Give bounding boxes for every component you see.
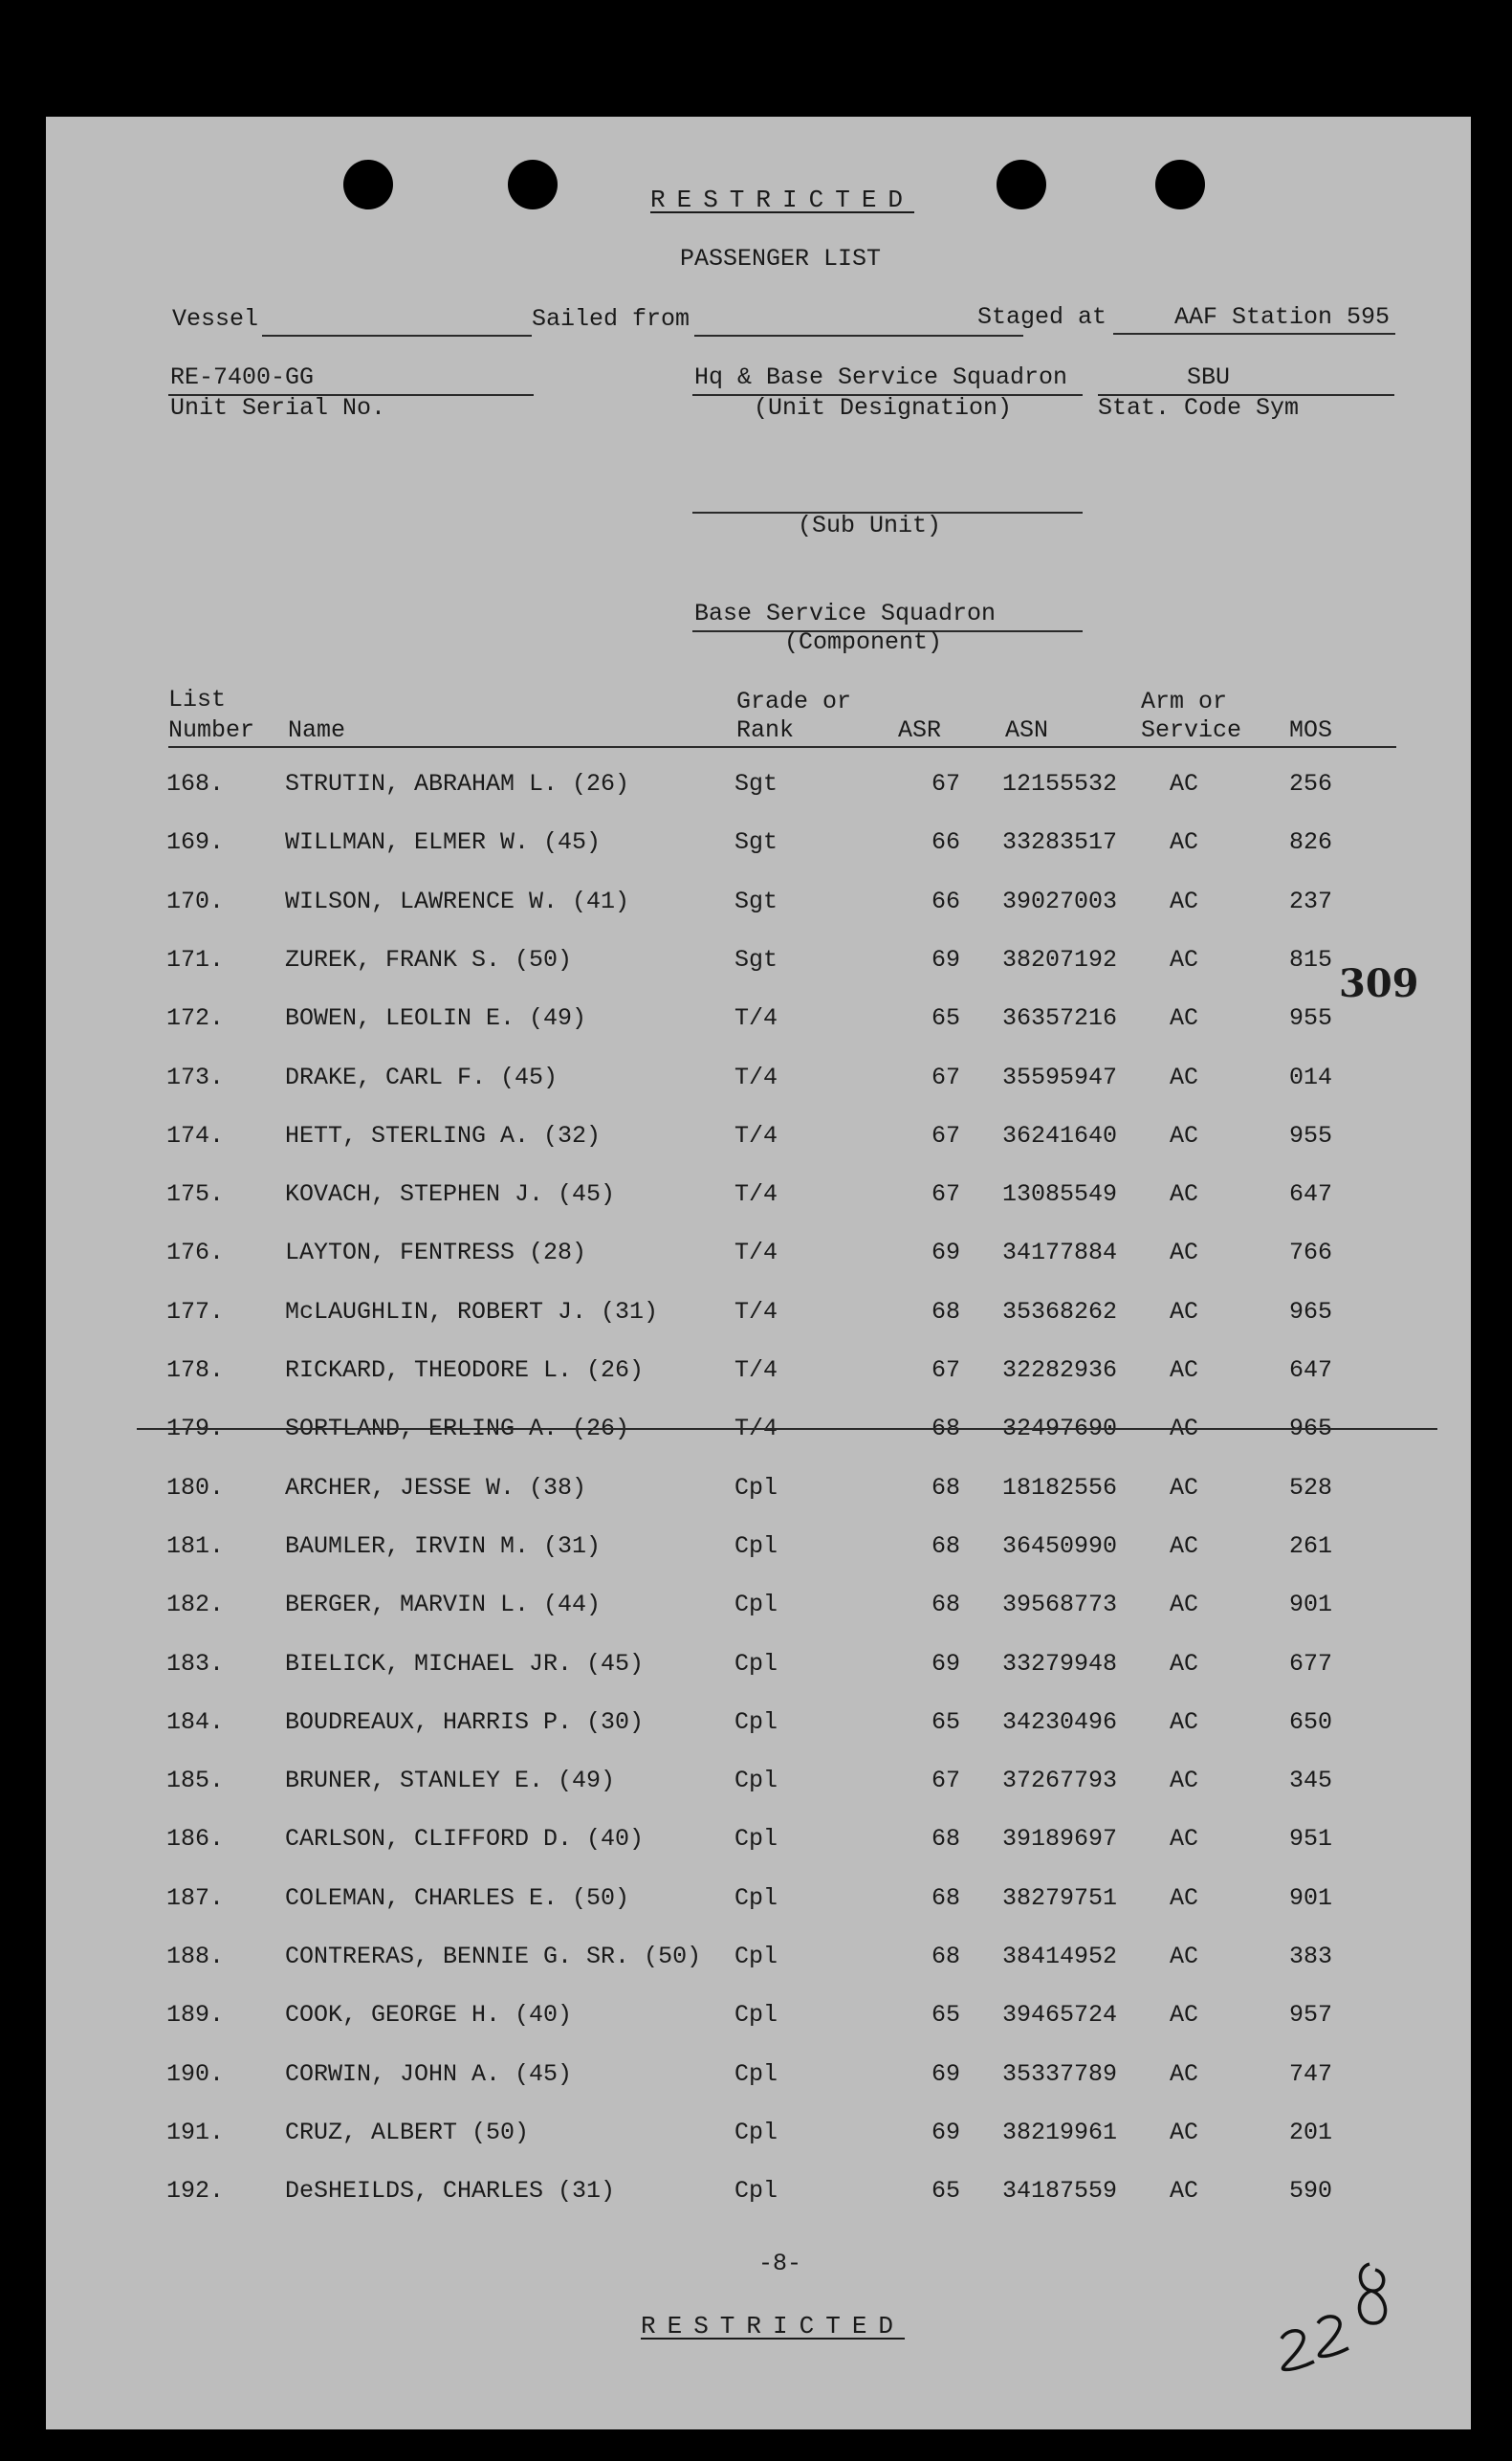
mos-cell: 256 (1289, 770, 1333, 798)
name-cell: WILSON, LAWRENCE W. (41) (285, 888, 630, 915)
grade-cell: T/4 (734, 1298, 778, 1326)
col-arm-1: Arm or (1141, 688, 1228, 715)
list-number-cell: 176. (166, 1239, 225, 1266)
mos-cell: 647 (1289, 1180, 1333, 1208)
asn-cell: 37267793 (1002, 1767, 1118, 1794)
asn-cell: 39465724 (1002, 2001, 1118, 2029)
list-number-cell: 188. (166, 1943, 225, 1970)
asn-cell: 32497690 (1002, 1415, 1118, 1442)
mos-cell: 345 (1289, 1767, 1333, 1794)
arm-cell: AC (1170, 1767, 1199, 1794)
asn-cell: 35595947 (1002, 1064, 1118, 1091)
table-row (46, 1767, 1471, 1805)
grade-cell: Cpl (734, 1767, 778, 1794)
list-number-cell: 190. (166, 2060, 225, 2088)
mos-cell: 590 (1289, 2177, 1333, 2205)
list-number-cell: 177. (166, 1298, 225, 1326)
asr-cell: 65 (931, 2177, 960, 2205)
mos-cell: 677 (1289, 1650, 1333, 1678)
arm-cell: AC (1170, 1356, 1199, 1384)
name-cell: BAUMLER, IRVIN M. (31) (285, 1532, 602, 1560)
grade-cell: Cpl (734, 1708, 778, 1736)
list-number-cell: 170. (166, 888, 225, 915)
mos-cell: 965 (1289, 1298, 1333, 1326)
col-list-number-1: List (168, 686, 227, 714)
asr-cell: 65 (931, 1004, 960, 1032)
mos-cell: 647 (1289, 1356, 1333, 1384)
arm-cell: AC (1170, 1298, 1199, 1326)
asr-cell: 68 (931, 1298, 960, 1326)
arm-cell: AC (1170, 1591, 1199, 1618)
list-number-cell: 173. (166, 1064, 225, 1091)
asn-cell: 38219961 (1002, 2119, 1118, 2146)
punch-hole (997, 160, 1046, 209)
table-row (46, 1591, 1471, 1629)
table-row (46, 2177, 1471, 2215)
arm-cell: AC (1170, 1239, 1199, 1266)
strikethrough-line (137, 1428, 1437, 1430)
asr-cell: 68 (931, 1943, 960, 1970)
grade-cell: T/4 (734, 1004, 778, 1032)
handwriting-icon (1270, 2235, 1404, 2379)
vessel-blank (262, 335, 532, 337)
table-row (46, 1122, 1471, 1160)
grade-cell: Cpl (734, 1825, 778, 1853)
name-cell: LAYTON, FENTRESS (28) (285, 1239, 587, 1266)
page-number: -8- (758, 2250, 802, 2277)
arm-cell: AC (1170, 2060, 1199, 2088)
arm-cell: AC (1170, 1004, 1199, 1032)
asn-cell: 36357216 (1002, 1004, 1118, 1032)
arm-cell: AC (1170, 1650, 1199, 1678)
col-name: Name (288, 716, 346, 744)
sailed-from-blank (694, 335, 1023, 337)
asr-cell: 65 (931, 2001, 960, 2029)
table-row (46, 1708, 1471, 1747)
col-asr: ASR (898, 716, 942, 744)
col-mos: MOS (1289, 716, 1333, 744)
table-row (46, 2060, 1471, 2098)
staged-at-value: AAF Station 595 (1174, 303, 1391, 331)
col-list-number-2: Number (168, 716, 255, 744)
mos-cell: 957 (1289, 2001, 1333, 2029)
arm-cell: AC (1170, 1122, 1199, 1150)
table-row (46, 1474, 1471, 1512)
name-cell: COLEMAN, CHARLES E. (50) (285, 1884, 630, 1912)
asr-cell: 68 (931, 1884, 960, 1912)
arm-cell: AC (1170, 1180, 1199, 1208)
list-number-cell: 192. (166, 2177, 225, 2205)
name-cell: ZUREK, FRANK S. (50) (285, 946, 573, 974)
mos-cell: 650 (1289, 1708, 1333, 1736)
grade-cell: Cpl (734, 2119, 778, 2146)
stat-code-label: Stat. Code Sym (1098, 394, 1300, 422)
mos-cell: 965 (1289, 1415, 1333, 1442)
mos-cell: 901 (1289, 1884, 1333, 1912)
name-cell: BOWEN, LEOLIN E. (49) (285, 1004, 587, 1032)
asr-cell: 67 (931, 1064, 960, 1091)
mos-cell: 014 (1289, 1064, 1333, 1091)
grade-cell: T/4 (734, 1122, 778, 1150)
table-row (46, 1532, 1471, 1571)
grade-cell: Sgt (734, 946, 778, 974)
asr-cell: 66 (931, 888, 960, 915)
name-cell: ARCHER, JESSE W. (38) (285, 1474, 587, 1502)
asr-cell: 65 (931, 1708, 960, 1736)
grade-cell: T/4 (734, 1239, 778, 1266)
restricted-header: RESTRICTED (650, 186, 915, 214)
list-number-cell: 171. (166, 946, 225, 974)
arm-cell: AC (1170, 1708, 1199, 1736)
name-cell: CONTRERAS, BENNIE G. SR. (50) (285, 1943, 702, 1970)
name-cell: COOK, GEORGE H. (40) (285, 2001, 573, 2029)
punch-hole (508, 160, 558, 209)
list-number-cell: 174. (166, 1122, 225, 1150)
list-number-cell: 169. (166, 828, 225, 856)
list-number-cell: 168. (166, 770, 225, 798)
list-number-cell: 172. (166, 1004, 225, 1032)
list-number-cell: 186. (166, 1825, 225, 1853)
mos-cell: 955 (1289, 1004, 1333, 1032)
name-cell: DeSHEILDS, CHARLES (31) (285, 2177, 616, 2205)
col-asn: ASN (1005, 716, 1049, 744)
asn-cell: 38279751 (1002, 1884, 1118, 1912)
name-cell: McLAUGHLIN, ROBERT J. (31) (285, 1298, 659, 1326)
mos-cell: 955 (1289, 1122, 1333, 1150)
sailed-from-label: Sailed from (532, 305, 690, 333)
name-cell: HETT, STERLING A. (32) (285, 1122, 602, 1150)
arm-cell: AC (1170, 2177, 1199, 2205)
vessel-label: Vessel (172, 305, 259, 333)
table-row (46, 1650, 1471, 1688)
asn-cell: 32282936 (1002, 1356, 1118, 1384)
list-number-cell: 182. (166, 1591, 225, 1618)
arm-cell: AC (1170, 828, 1199, 856)
table-row (46, 1825, 1471, 1863)
table-row (46, 828, 1471, 867)
stamp-number: 309 (1339, 961, 1419, 1006)
list-number-cell: 181. (166, 1532, 225, 1560)
asr-cell: 69 (931, 2060, 960, 2088)
asr-cell: 68 (931, 1532, 960, 1560)
grade-cell: Cpl (734, 2177, 778, 2205)
asr-cell: 67 (931, 1122, 960, 1150)
arm-cell: AC (1170, 1474, 1199, 1502)
mos-cell: 826 (1289, 828, 1333, 856)
table-row (46, 946, 1471, 984)
arm-cell: AC (1170, 888, 1199, 915)
asr-cell: 69 (931, 1239, 960, 1266)
document-page (46, 117, 1471, 2429)
list-number-cell: 187. (166, 1884, 225, 1912)
mos-cell: 201 (1289, 2119, 1333, 2146)
table-row (46, 1356, 1471, 1395)
mos-cell: 747 (1289, 2060, 1333, 2088)
asn-cell: 38207192 (1002, 946, 1118, 974)
grade-cell: T/4 (734, 1415, 778, 1442)
asr-cell: 67 (931, 1767, 960, 1794)
punch-hole (343, 160, 393, 209)
asr-cell: 68 (931, 1415, 960, 1442)
mos-cell: 766 (1289, 1239, 1333, 1266)
asr-cell: 69 (931, 1650, 960, 1678)
asn-cell: 18182556 (1002, 1474, 1118, 1502)
arm-cell: AC (1170, 1415, 1199, 1442)
arm-cell: AC (1170, 946, 1199, 974)
table-row (46, 888, 1471, 926)
table-row (46, 1239, 1471, 1277)
asn-cell: 13085549 (1002, 1180, 1118, 1208)
mos-cell: 237 (1289, 888, 1333, 915)
name-cell: SORTLAND, ERLING A. (26) (285, 1415, 630, 1442)
handwritten-page-number (1270, 2235, 1404, 2379)
name-cell: CRUZ, ALBERT (50) (285, 2119, 530, 2146)
arm-cell: AC (1170, 2119, 1199, 2146)
asr-cell: 67 (931, 1180, 960, 1208)
asr-cell: 66 (931, 828, 960, 856)
asr-cell: 68 (931, 1591, 960, 1618)
list-number-cell: 178. (166, 1356, 225, 1384)
restricted-footer: RESTRICTED (641, 2312, 906, 2340)
arm-cell: AC (1170, 1943, 1199, 1970)
mos-cell: 951 (1289, 1825, 1333, 1853)
staged-at-label: Staged at (977, 303, 1107, 331)
table-row (46, 770, 1471, 808)
list-number-cell: 180. (166, 1474, 225, 1502)
table-row (46, 1004, 1471, 1043)
grade-cell: T/4 (734, 1064, 778, 1091)
grade-cell: Cpl (734, 2001, 778, 2029)
list-number-cell: 185. (166, 1767, 225, 1794)
list-number-cell: 175. (166, 1180, 225, 1208)
sub-unit-label: (Sub Unit) (798, 512, 942, 539)
asr-cell: 67 (931, 1356, 960, 1384)
name-cell: WILLMAN, ELMER W. (45) (285, 828, 602, 856)
asn-cell: 36450990 (1002, 1532, 1118, 1560)
name-cell: BIELICK, MICHAEL JR. (45) (285, 1650, 645, 1678)
component-label: (Component) (784, 628, 943, 656)
table-row (46, 1298, 1471, 1336)
table-row (46, 1884, 1471, 1923)
list-number-cell: 189. (166, 2001, 225, 2029)
asn-cell: 39027003 (1002, 888, 1118, 915)
grade-cell: T/4 (734, 1356, 778, 1384)
asr-cell: 67 (931, 770, 960, 798)
table-row (46, 2001, 1471, 2039)
mos-cell: 383 (1289, 1943, 1333, 1970)
grade-cell: Sgt (734, 888, 778, 915)
component-value: Base Service Squadron (694, 600, 997, 627)
grade-cell: Cpl (734, 1474, 778, 1502)
table-row (46, 1415, 1471, 1453)
grade-cell: Cpl (734, 2060, 778, 2088)
grade-cell: Cpl (734, 1884, 778, 1912)
mos-cell: 815 (1289, 946, 1333, 974)
name-cell: CARLSON, CLIFFORD D. (40) (285, 1825, 645, 1853)
col-grade-1: Grade or (736, 688, 852, 715)
arm-cell: AC (1170, 770, 1199, 798)
name-cell: DRAKE, CARL F. (45) (285, 1064, 559, 1091)
punch-hole (1155, 160, 1205, 209)
list-number-cell: 183. (166, 1650, 225, 1678)
table-row (46, 1943, 1471, 1981)
grade-cell: Cpl (734, 1532, 778, 1560)
grade-cell: Sgt (734, 828, 778, 856)
arm-cell: AC (1170, 1064, 1199, 1091)
arm-cell: AC (1170, 1532, 1199, 1560)
col-grade-2: Rank (736, 716, 795, 744)
name-cell: CORWIN, JOHN A. (45) (285, 2060, 573, 2088)
grade-cell: Cpl (734, 1591, 778, 1618)
mos-cell: 261 (1289, 1532, 1333, 1560)
list-number-cell: 184. (166, 1708, 225, 1736)
table-row (46, 1064, 1471, 1102)
passenger-list-title: PASSENGER LIST (680, 245, 882, 273)
asn-cell: 39568773 (1002, 1591, 1118, 1618)
asn-cell: 34177884 (1002, 1239, 1118, 1266)
list-number-cell: 179. (166, 1415, 225, 1442)
table-row (46, 2119, 1471, 2157)
stat-code-value: SBU (1187, 363, 1231, 391)
asn-cell: 33279948 (1002, 1650, 1118, 1678)
header-rule (168, 746, 1396, 748)
name-cell: KOVACH, STEPHEN J. (45) (285, 1180, 616, 1208)
list-number-cell: 191. (166, 2119, 225, 2146)
grade-cell: Sgt (734, 770, 778, 798)
name-cell: RICKARD, THEODORE L. (26) (285, 1356, 645, 1384)
asn-cell: 35337789 (1002, 2060, 1118, 2088)
asr-cell: 69 (931, 946, 960, 974)
unit-serial-label: Unit Serial No. (170, 394, 386, 422)
unit-designation-label: (Unit Designation) (754, 394, 1013, 422)
staged-at-line (1113, 333, 1395, 335)
asn-cell: 38414952 (1002, 1943, 1118, 1970)
asn-cell: 36241640 (1002, 1122, 1118, 1150)
name-cell: BERGER, MARVIN L. (44) (285, 1591, 602, 1618)
asr-cell: 69 (931, 2119, 960, 2146)
name-cell: BOUDREAUX, HARRIS P. (30) (285, 1708, 645, 1736)
col-arm-2: Service (1141, 716, 1242, 744)
grade-cell: Cpl (734, 1650, 778, 1678)
arm-cell: AC (1170, 1884, 1199, 1912)
table-row (46, 1180, 1471, 1219)
asn-cell: 34187559 (1002, 2177, 1118, 2205)
mos-cell: 528 (1289, 1474, 1333, 1502)
mos-cell: 901 (1289, 1591, 1333, 1618)
asn-cell: 33283517 (1002, 828, 1118, 856)
asn-cell: 39189697 (1002, 1825, 1118, 1853)
arm-cell: AC (1170, 1825, 1199, 1853)
grade-cell: Cpl (734, 1943, 778, 1970)
name-cell: BRUNER, STANLEY E. (49) (285, 1767, 616, 1794)
unit-serial-value: RE-7400-GG (170, 363, 315, 391)
asn-cell: 12155532 (1002, 770, 1118, 798)
arm-cell: AC (1170, 2001, 1199, 2029)
asr-cell: 68 (931, 1474, 960, 1502)
grade-cell: T/4 (734, 1180, 778, 1208)
unit-designation-value: Hq & Base Service Squadron (694, 363, 1068, 391)
asn-cell: 35368262 (1002, 1298, 1118, 1326)
asn-cell: 34230496 (1002, 1708, 1118, 1736)
name-cell: STRUTIN, ABRAHAM L. (26) (285, 770, 630, 798)
asr-cell: 68 (931, 1825, 960, 1853)
